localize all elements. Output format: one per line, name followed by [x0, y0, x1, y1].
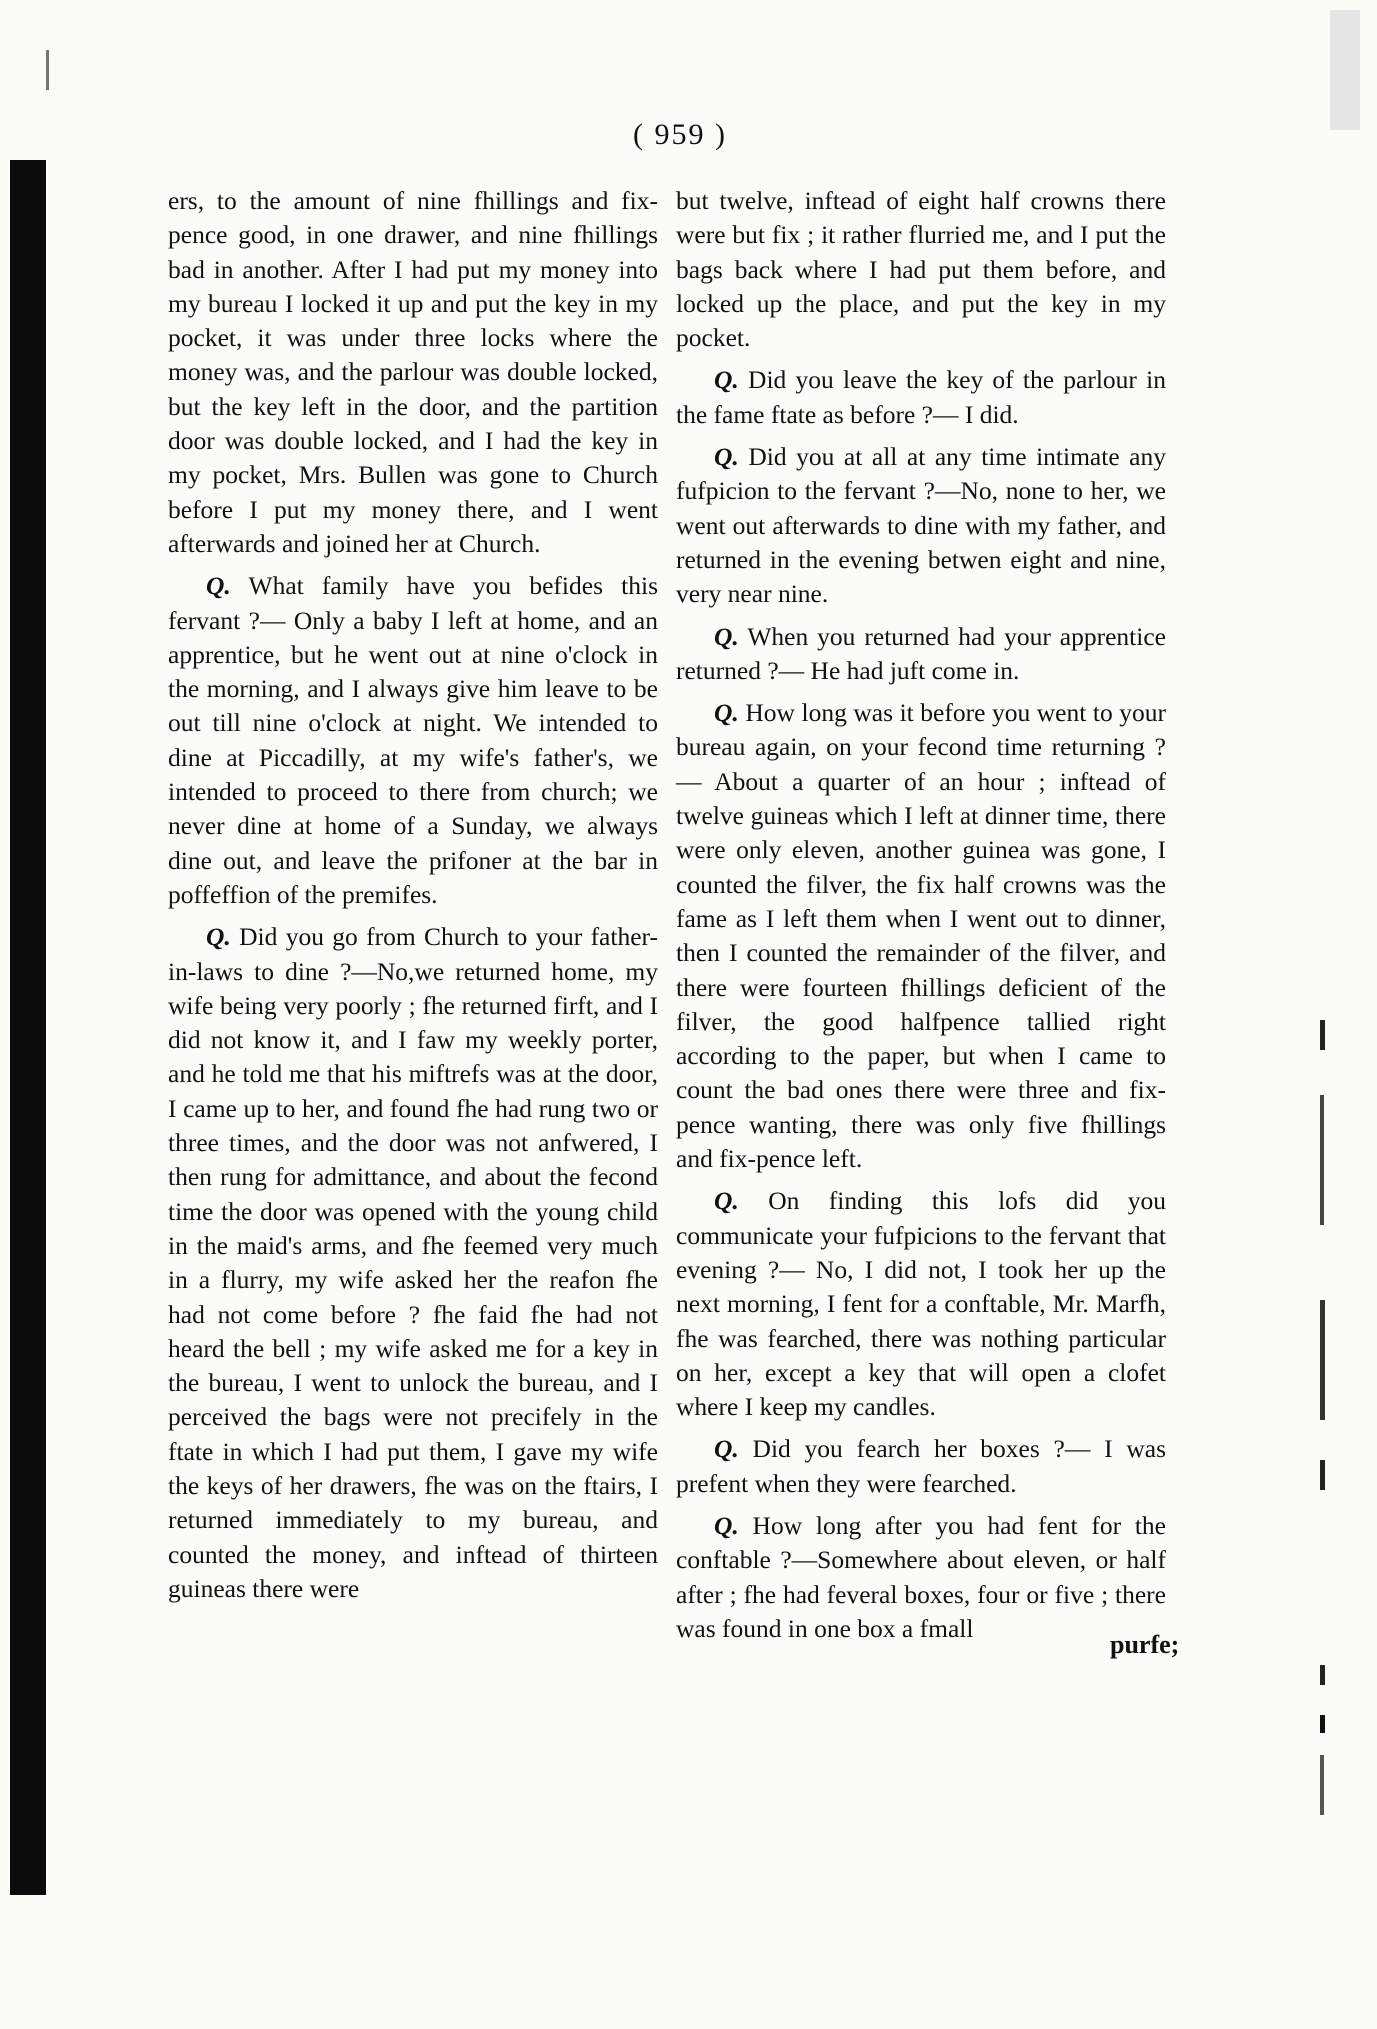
- speck: [1320, 1665, 1325, 1685]
- paragraph-text: Did you go from Church to your father-in-laws to dine ?—No,we returned home, my wife being very poorly ; fhe returned firft, and I did not know it, and I faw my weekly porter, and he told me that his miftrefs was at the door, I came up to her, and found fhe had rung two or three times, and the door was not anfwered, I then rung for admittance, and about the fecond time the door was opened with the young child in the maid's arms, and fhe feemed very much in a flurry, my wife asked her the reafon fhe had not come before ? fhe faid fhe had not heard the bell ; my wife asked me for a key in the bureau, I went to unlock the bureau, and I perceived the bags were not precifely in the ftate in which I had put them, I gave my wife the keys of her drawers, fhe was on the ftairs, I returned immediately to my bureau, and counted the money, and inftead of thirteen guineas there were: [168, 922, 659, 1603]
- speck: [46, 50, 49, 90]
- paragraph-text: When you returned had your apprentice returned ?— He had juft come in.: [676, 621, 1166, 685]
- catchword: purfe;: [1110, 1630, 1180, 1659]
- paragraph-text: but twelve, inftead of eight half crowns there were but fix ; it rather flurried me, and I put the bags back where I had put them before, and locked up the place, and put the key in my pocket.: [676, 186, 1166, 353]
- speck: [1330, 10, 1360, 130]
- question-mark-label: Q.: [714, 365, 739, 395]
- paragraph-text: Did you at all at any time intimate any fufpicion to the fervant ?—No, none to her, we went out afterwards to dine with my father, and returned in the evening betwen eight and nine, very near nine.: [676, 442, 1167, 609]
- question-mark-label: Q.: [714, 1434, 739, 1464]
- question-mark-label: Q.: [206, 571, 231, 601]
- question-mark-label: Q.: [714, 442, 739, 472]
- question-mark-label: Q.: [206, 922, 231, 952]
- paragraph-text: How long after you had fent for the conftable ?—Somewhere about eleven, or half after ; fhe had feveral boxes, four or five ; there was found in one box a fmall: [676, 1510, 1167, 1643]
- paragraph-text: ers, to the amount of nine fhillings and fix-pence good, in one drawer, and nine fhillings bad in another. After I had put my money into my bureau I locked it up and put the key in my pocket, it was under three locks where the money was, and the parlour was double locked, but the key left in the door, and the partition door was double locked, and I had the key in my pocket, Mrs. Bullen was gone to Church before I put my money there, and I went afterwards and joined her at Church.: [168, 186, 658, 558]
- paragraph-text: Did you fearch her boxes ?— I was prefent when they were fearched.: [676, 1434, 1166, 1498]
- speck: [1320, 1460, 1325, 1490]
- question-mark-label: Q.: [714, 1510, 739, 1540]
- page-number: ( 959 ): [633, 118, 727, 151]
- speck: [1320, 1755, 1324, 1815]
- question-mark-label: Q.: [714, 621, 739, 651]
- question-mark-label: Q.: [714, 698, 739, 728]
- paragraph-text: Did you leave the key of the parlour in the fame ftate as before ?— I did.: [676, 365, 1166, 429]
- paragraph-text: On finding this lofs did you communicate your fufpicions to the fervant that evening ?— No, I did not, I took her up the next morning, I fent for a conftable, Mr. Marfh, fhe was fearched, there was nothing particular on her, except a key that will open a clofet where I keep my candles.: [676, 1186, 1166, 1422]
- paragraph-text: What family have you befides this fervant ?— Only a baby I left at home, and an apprentice, but he went out at nine o'clock in the morning, and I always give him leave to be out till nine o'clock at night. We intended to dine at Piccadilly, at my wife's father's, we intended to proceed to there from church; we never dine at home of a Sunday, we always dine out, and leave the prifoner at the bar in poffeffion of the premifes.: [168, 571, 658, 909]
- speck: [1320, 1020, 1325, 1050]
- paragraph-text: How long was it before you went to your bureau again, on your fecond time returning ?— About a quarter of an hour ; inftead of twelve guineas which I left at dinner time, there were only eleven, another guinea was gone, I counted the filver, the fix half crowns was the fame as I left them when I went out to dinner, then I counted the remainder of the filver, and there were fourteen fhillings deficient of the filver, the good halfpence tallied right according to the paper, but when I came to count the bad ones there were three and fix-pence wanting, there was only five fhillings and fix-pence left.: [676, 698, 1167, 1174]
- question-mark-label: Q.: [714, 1186, 739, 1216]
- speck: [1320, 1095, 1324, 1225]
- speck: [1320, 1300, 1325, 1420]
- speck: [1320, 1715, 1325, 1733]
